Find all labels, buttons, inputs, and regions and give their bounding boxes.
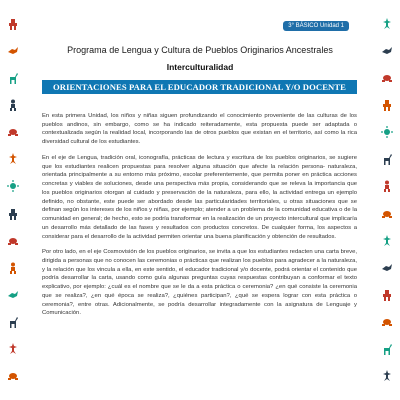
person-icon: [381, 180, 393, 192]
lizard-icon: [7, 153, 19, 165]
bird-icon: [7, 289, 19, 301]
paragraph-intro: En esta primera Unidad, los niños y niñas siguen profundizando el conocimiento proveniente de las culturas de los pueblos andinos, sin embargo, como se ha indicado reiteradamente, esta propuesta puede ser adaptada o contextualizada según la realidad local, incorporando las de otros pueblos que existan en el territorio, así como la rica diversidad cultural de los estudiantes.: [42, 113, 357, 146]
paragraph-cosmovision-axis: Por otro lado, en el eje Cosmovisión de los pueblos originarios, se invita a que los estudiantes redacten una carta breve, dirigida a personas que no conocen las ceremonias o prácticas que realizan los pueblos para agradecer a la naturaleza, y la relación que los vincula a ella, en este sentido, el educador tradicional y/o docente, podrá orientar el contenido que podría desarrollar la carta, usando como guía algunas preguntas cuyas respuestas contribuyan a conformar el texto explicativo, por ejemplo: ¿cuál es el nombre que se le da a esta práctica o ceremonia? ¿en qué consiste la ceremonia que se realiza?, ¿en qué época se realiza?, ¿quiénes participan?, ¿qué se espera lograr con esta práctica o ceremonia?, entre otras. Adicionalmente, se podría desarrollar integradamente con la asignatura de Lenguaje y Comunicación.: [42, 249, 357, 317]
figure-icon: [381, 289, 393, 301]
deer-icon: [7, 72, 19, 84]
frog-icon: [7, 370, 19, 382]
frog-icon: [381, 72, 393, 84]
person-icon: [7, 99, 19, 111]
grade-unit-badge: 3° BÁSICO Unidad 1: [283, 21, 349, 31]
frog-icon: [381, 208, 393, 220]
deer-icon: [7, 316, 19, 328]
left-decorative-border: [0, 0, 26, 400]
bird-icon: [381, 262, 393, 274]
sun-icon: [7, 180, 19, 192]
figure-icon: [7, 208, 19, 220]
lizard-icon: [381, 18, 393, 30]
figure-icon: [381, 99, 393, 111]
sun-icon: [381, 126, 393, 138]
deer-icon: [381, 153, 393, 165]
lizard-icon: [381, 370, 393, 382]
paragraph-language-axis: En el eje de Lengua, tradición oral, iconografía, prácticas de lectura y escritura de los pueblos originarios, se sugiere que los estudiantes realicen propuestas para resolver alguna situación que afecte la relación persona- naturaleza, orientada principalmente a su entorno más próximo, escolar preferentemente, que permita poner en práctica acciones concretas y viables de soluciones, desde una perspectiva más propia, considerando que se releva la importancia que los pueblos originarios otorgan al cuidado y preservación de la naturaleza, para ello, la actividad entrega un ejemplo definido, no obstante, este puede ser abordado desde las particularidades territoriales, u otras situaciones que se definan según los intereses de los niños y niñas, por ejemplo; atender a un problema de la comunidad educativa o de la comunidad en general; de hecho, esto se podría transformar en la realización de un proyecto intercultural que implicaría un desarrollo más detallado de las fases y resultados con productos concretos. De cualquier forma, los aspectos a considerar para el desarrollo de la actividad permiten orientar una buena planificación y obtención de resultados.: [42, 154, 357, 240]
lizard-icon: [7, 343, 19, 355]
lizard-icon: [381, 235, 393, 247]
frog-icon: [7, 235, 19, 247]
deer-icon: [381, 343, 393, 355]
document-body: [42, 112, 357, 325]
bird-icon: [381, 45, 393, 57]
program-title: Programa de Lengua y Cultura de Pueblos Originarios Ancestrales: [67, 45, 333, 55]
person-icon: [7, 262, 19, 274]
figure-icon: [7, 18, 19, 30]
bird-icon: [7, 45, 19, 57]
frog-icon: [381, 316, 393, 328]
section-subtitle: Interculturalidad: [166, 62, 234, 72]
orientations-banner: ORIENTACIONES PARA EL EDUCADOR TRADICIONAL Y/O DOCENTE: [42, 80, 357, 94]
right-decorative-border: [374, 0, 400, 400]
frog-icon: [7, 126, 19, 138]
